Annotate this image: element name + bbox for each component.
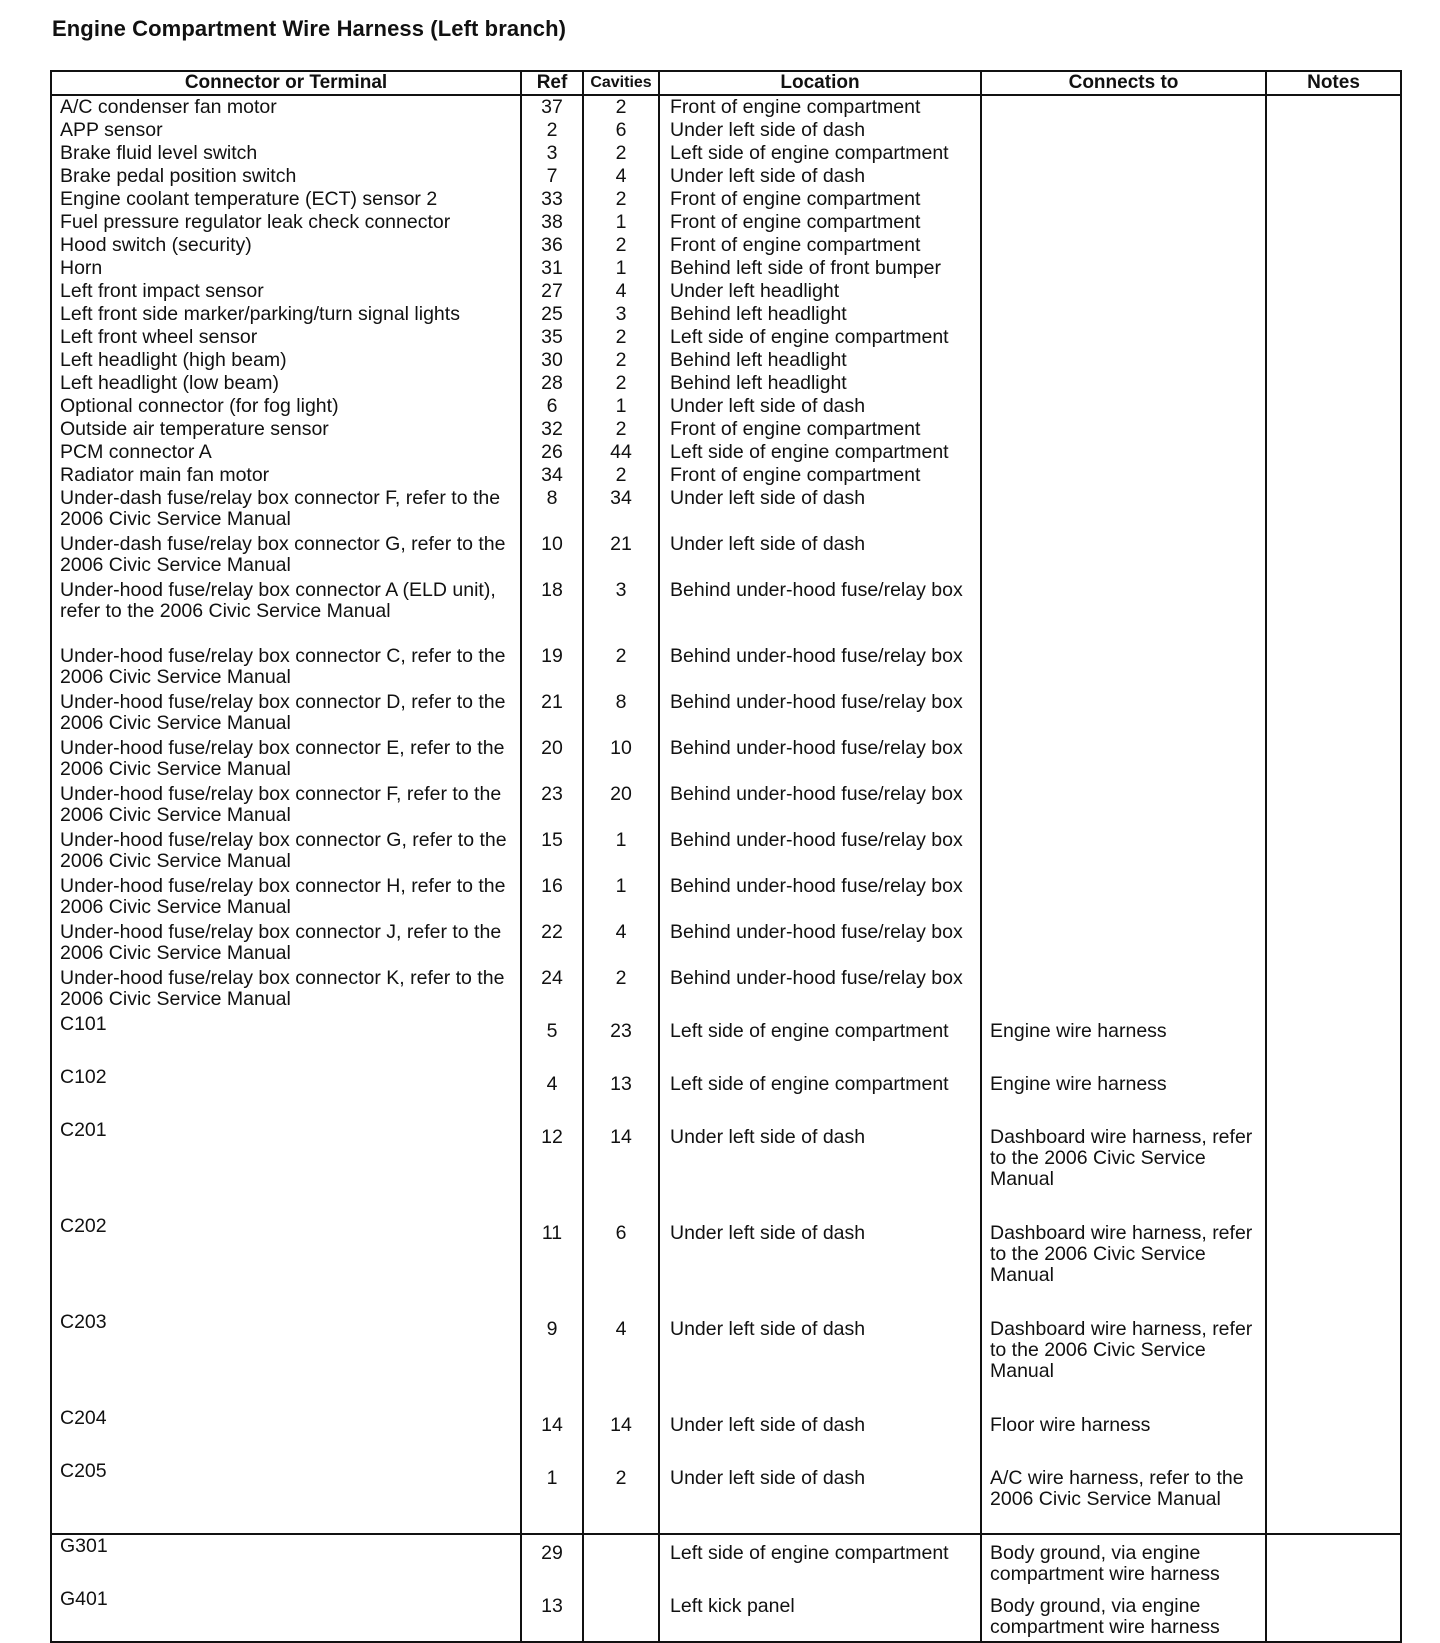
ref-value: 26 [521, 441, 583, 464]
ref-value: 32 [521, 418, 583, 441]
cavities-value: 4 [583, 165, 659, 188]
connector-name: Under-hood fuse/relay box connector G, refer to the 2006 Civic Service Manual [51, 829, 521, 875]
notes-value [1266, 119, 1401, 142]
ref-value: 5 [521, 1013, 583, 1066]
table-row [51, 1013, 1401, 1066]
connects-to-value [981, 234, 1266, 257]
location-value: Left side of engine compartment [659, 1534, 981, 1588]
ref-value: 29 [521, 1534, 583, 1588]
ref-value: 25 [521, 303, 583, 326]
ref-value: 30 [521, 349, 583, 372]
table-row [51, 783, 1401, 829]
connects-to-value: Dashboard wire harness, refer to the 2006 Civic Service Manual [981, 1215, 1266, 1311]
cavities-value: 2 [583, 967, 659, 1013]
ref-value: 1 [521, 1460, 583, 1534]
connects-to-value: Engine wire harness [981, 1013, 1266, 1066]
table-row [51, 1215, 1401, 1311]
ref-value: 18 [521, 579, 583, 645]
connects-to-value [981, 579, 1266, 645]
ref-value: 34 [521, 464, 583, 487]
ref-value: 7 [521, 165, 583, 188]
table-row [51, 1119, 1401, 1215]
notes-value [1266, 967, 1401, 1013]
notes-value [1266, 1013, 1401, 1066]
table-row [51, 1066, 1401, 1119]
ref-value: 6 [521, 395, 583, 418]
location-value: Behind under-hood fuse/relay box [659, 691, 981, 737]
connects-to-value [981, 464, 1266, 487]
table-row [51, 829, 1401, 875]
connector-name: Under-hood fuse/relay box connector K, refer to the 2006 Civic Service Manual [51, 967, 521, 1013]
location-value: Under left side of dash [659, 1407, 981, 1460]
location-value: Left side of engine compartment [659, 1013, 981, 1066]
notes-value [1266, 418, 1401, 441]
cavities-value: 1 [583, 829, 659, 875]
ref-value: 31 [521, 257, 583, 280]
notes-value [1266, 1215, 1401, 1311]
ref-value: 9 [521, 1311, 583, 1407]
notes-value [1266, 395, 1401, 418]
table-row [51, 1407, 1401, 1460]
cavities-value: 2 [583, 645, 659, 691]
notes-value [1266, 441, 1401, 464]
connector-name: Under-dash fuse/relay box connector F, refer to the 2006 Civic Service Manual [51, 487, 521, 533]
cavities-value: 44 [583, 441, 659, 464]
ref-value: 28 [521, 372, 583, 395]
harness-table [50, 70, 1402, 1643]
cavities-value: 10 [583, 737, 659, 783]
connector-name: G301 [51, 1534, 521, 1588]
connector-name: Engine coolant temperature (ECT) sensor 2 [51, 188, 521, 211]
connector-name: C204 [51, 1407, 521, 1460]
table-row [51, 921, 1401, 967]
connector-name: APP sensor [51, 119, 521, 142]
location-value: Under left side of dash [659, 1460, 981, 1534]
connector-name: Under-hood fuse/relay box connector F, refer to the 2006 Civic Service Manual [51, 783, 521, 829]
notes-value [1266, 211, 1401, 234]
table-row [51, 418, 1401, 441]
notes-value [1266, 1407, 1401, 1460]
table-row [51, 487, 1401, 533]
connects-to-value [981, 487, 1266, 533]
table-row [51, 326, 1401, 349]
connector-name: C102 [51, 1066, 521, 1119]
connector-name: A/C condenser fan motor [51, 95, 521, 119]
connects-to-value [981, 829, 1266, 875]
connects-to-value [981, 967, 1266, 1013]
notes-value [1266, 737, 1401, 783]
notes-value [1266, 533, 1401, 579]
cavities-value: 34 [583, 487, 659, 533]
cavities-value: 3 [583, 303, 659, 326]
table-row [51, 1311, 1401, 1407]
ref-value: 14 [521, 1407, 583, 1460]
connects-to-value: Dashboard wire harness, refer to the 2006 Civic Service Manual [981, 1311, 1266, 1407]
connector-name: Left front side marker/parking/turn signal lights [51, 303, 521, 326]
cavities-value: 2 [583, 188, 659, 211]
connector-name: Hood switch (security) [51, 234, 521, 257]
table-row [51, 967, 1401, 1013]
cavities-value: 2 [583, 95, 659, 119]
notes-value [1266, 280, 1401, 303]
connects-to-value [981, 165, 1266, 188]
notes-value [1266, 95, 1401, 119]
column-header-notes: Notes [1266, 71, 1401, 95]
ref-value: 13 [521, 1588, 583, 1642]
notes-value [1266, 1460, 1401, 1534]
ref-value: 3 [521, 142, 583, 165]
ref-value: 15 [521, 829, 583, 875]
connector-name: Under-hood fuse/relay box connector J, refer to the 2006 Civic Service Manual [51, 921, 521, 967]
notes-value [1266, 1534, 1401, 1588]
ref-value: 8 [521, 487, 583, 533]
ref-value: 20 [521, 737, 583, 783]
connector-name: G401 [51, 1588, 521, 1642]
cavities-value [583, 1534, 659, 1588]
notes-value [1266, 372, 1401, 395]
cavities-value: 3 [583, 579, 659, 645]
table-row [51, 211, 1401, 234]
ref-value: 22 [521, 921, 583, 967]
connector-name: Brake pedal position switch [51, 165, 521, 188]
connects-to-value: Body ground, via engine compartment wire harness [981, 1588, 1266, 1642]
notes-value [1266, 303, 1401, 326]
location-value: Behind left headlight [659, 349, 981, 372]
cavities-value: 1 [583, 257, 659, 280]
location-value: Behind left headlight [659, 303, 981, 326]
ref-value: 27 [521, 280, 583, 303]
table-row [51, 441, 1401, 464]
location-value: Behind under-hood fuse/relay box [659, 783, 981, 829]
connects-to-value: Engine wire harness [981, 1066, 1266, 1119]
table-row [51, 1460, 1401, 1534]
cavities-value: 13 [583, 1066, 659, 1119]
connects-to-value [981, 372, 1266, 395]
notes-value [1266, 234, 1401, 257]
cavities-value: 4 [583, 280, 659, 303]
connects-to-value [981, 119, 1266, 142]
connector-name: Left headlight (low beam) [51, 372, 521, 395]
connector-name: Optional connector (for fog light) [51, 395, 521, 418]
table-row [51, 119, 1401, 142]
connects-to-value [981, 142, 1266, 165]
ref-value: 10 [521, 533, 583, 579]
cavities-value: 1 [583, 395, 659, 418]
ref-value: 19 [521, 645, 583, 691]
ref-value: 16 [521, 875, 583, 921]
location-value: Behind left headlight [659, 372, 981, 395]
cavities-value: 2 [583, 234, 659, 257]
connector-name: Radiator main fan motor [51, 464, 521, 487]
cavities-value: 20 [583, 783, 659, 829]
connects-to-value [981, 303, 1266, 326]
connects-to-value [981, 418, 1266, 441]
notes-value [1266, 579, 1401, 645]
location-value: Left kick panel [659, 1588, 981, 1642]
cavities-value: 4 [583, 1311, 659, 1407]
notes-value [1266, 142, 1401, 165]
location-value: Under left side of dash [659, 395, 981, 418]
notes-value [1266, 875, 1401, 921]
table-header-row [51, 71, 1401, 95]
notes-value [1266, 783, 1401, 829]
connects-to-value [981, 257, 1266, 280]
notes-value [1266, 645, 1401, 691]
table-row [51, 395, 1401, 418]
notes-value [1266, 1119, 1401, 1215]
column-header-connector: Connector or Terminal [51, 71, 521, 95]
connector-name: Left front wheel sensor [51, 326, 521, 349]
location-value: Behind under-hood fuse/relay box [659, 921, 981, 967]
notes-value [1266, 1311, 1401, 1407]
connector-name: Under-hood fuse/relay box connector A (ELD unit), refer to the 2006 Civic Service Manual [51, 579, 521, 645]
connector-name: Horn [51, 257, 521, 280]
connector-name: C201 [51, 1119, 521, 1215]
location-value: Front of engine compartment [659, 418, 981, 441]
location-value: Behind under-hood fuse/relay box [659, 579, 981, 645]
notes-value [1266, 921, 1401, 967]
connects-to-value: Dashboard wire harness, refer to the 2006 Civic Service Manual [981, 1119, 1266, 1215]
notes-value [1266, 829, 1401, 875]
cavities-value: 23 [583, 1013, 659, 1066]
connects-to-value [981, 921, 1266, 967]
table-row [51, 1588, 1401, 1642]
table-row [51, 691, 1401, 737]
location-value: Under left side of dash [659, 1119, 981, 1215]
location-value: Left side of engine compartment [659, 441, 981, 464]
connects-to-value [981, 349, 1266, 372]
connector-name: Under-hood fuse/relay box connector H, refer to the 2006 Civic Service Manual [51, 875, 521, 921]
connector-name: PCM connector A [51, 441, 521, 464]
location-value: Left side of engine compartment [659, 326, 981, 349]
column-header-connects-to: Connects to [981, 71, 1266, 95]
cavities-value: 6 [583, 1215, 659, 1311]
ref-value: 24 [521, 967, 583, 1013]
notes-value [1266, 487, 1401, 533]
location-value: Front of engine compartment [659, 188, 981, 211]
location-value: Front of engine compartment [659, 464, 981, 487]
cavities-value: 21 [583, 533, 659, 579]
connector-name: Left headlight (high beam) [51, 349, 521, 372]
table-row [51, 95, 1401, 119]
connector-name: Under-hood fuse/relay box connector E, refer to the 2006 Civic Service Manual [51, 737, 521, 783]
column-header-location: Location [659, 71, 981, 95]
location-value: Left side of engine compartment [659, 1066, 981, 1119]
table-row [51, 1534, 1401, 1588]
cavities-value: 8 [583, 691, 659, 737]
connector-name: Fuel pressure regulator leak check connector [51, 211, 521, 234]
connects-to-value: Floor wire harness [981, 1407, 1266, 1460]
location-value: Under left side of dash [659, 165, 981, 188]
connects-to-value [981, 326, 1266, 349]
connects-to-value [981, 691, 1266, 737]
connector-name: Left front impact sensor [51, 280, 521, 303]
table-row [51, 234, 1401, 257]
notes-value [1266, 1588, 1401, 1642]
cavities-value: 2 [583, 372, 659, 395]
connector-name: Under-dash fuse/relay box connector G, refer to the 2006 Civic Service Manual [51, 533, 521, 579]
ref-value: 12 [521, 1119, 583, 1215]
location-value: Under left side of dash [659, 533, 981, 579]
cavities-value: 1 [583, 875, 659, 921]
connector-name: C203 [51, 1311, 521, 1407]
cavities-value: 2 [583, 464, 659, 487]
location-value: Behind under-hood fuse/relay box [659, 829, 981, 875]
cavities-value: 4 [583, 921, 659, 967]
connects-to-value [981, 280, 1266, 303]
location-value: Behind under-hood fuse/relay box [659, 875, 981, 921]
location-value: Front of engine compartment [659, 95, 981, 119]
table-row [51, 188, 1401, 211]
ref-value: 11 [521, 1215, 583, 1311]
location-value: Behind under-hood fuse/relay box [659, 737, 981, 783]
connects-to-value [981, 737, 1266, 783]
page-title: Engine Compartment Wire Harness (Left branch) [52, 16, 567, 41]
connects-to-value [981, 875, 1266, 921]
table-row [51, 875, 1401, 921]
cavities-value: 2 [583, 142, 659, 165]
connects-to-value [981, 783, 1266, 829]
cavities-value: 2 [583, 326, 659, 349]
ref-value: 35 [521, 326, 583, 349]
table-row [51, 280, 1401, 303]
ref-value: 36 [521, 234, 583, 257]
location-value: Under left side of dash [659, 487, 981, 533]
connects-to-value [981, 211, 1266, 234]
ref-value: 21 [521, 691, 583, 737]
connects-to-value [981, 95, 1266, 119]
location-value: Left side of engine compartment [659, 142, 981, 165]
location-value: Under left headlight [659, 280, 981, 303]
table-row [51, 165, 1401, 188]
table-row [51, 533, 1401, 579]
location-value: Front of engine compartment [659, 234, 981, 257]
ref-value: 2 [521, 119, 583, 142]
column-header-cavities: Cavities [583, 71, 659, 95]
ref-value: 33 [521, 188, 583, 211]
ref-value: 37 [521, 95, 583, 119]
connects-to-value [981, 441, 1266, 464]
connector-name: Brake fluid level switch [51, 142, 521, 165]
location-value: Front of engine compartment [659, 211, 981, 234]
column-header-ref: Ref [521, 71, 583, 95]
connects-to-value [981, 645, 1266, 691]
notes-value [1266, 326, 1401, 349]
cavities-value: 2 [583, 1460, 659, 1534]
location-value: Behind under-hood fuse/relay box [659, 967, 981, 1013]
location-value: Under left side of dash [659, 1311, 981, 1407]
table-row [51, 737, 1401, 783]
table-row [51, 372, 1401, 395]
connects-to-value [981, 188, 1266, 211]
location-value: Behind under-hood fuse/relay box [659, 645, 981, 691]
table-row [51, 257, 1401, 280]
table-row [51, 645, 1401, 691]
table-row [51, 579, 1401, 645]
notes-value [1266, 188, 1401, 211]
ref-value: 4 [521, 1066, 583, 1119]
table-row [51, 142, 1401, 165]
notes-value [1266, 1066, 1401, 1119]
connector-name: Under-hood fuse/relay box connector D, refer to the 2006 Civic Service Manual [51, 691, 521, 737]
connector-name: C205 [51, 1460, 521, 1534]
notes-value [1266, 257, 1401, 280]
notes-value [1266, 349, 1401, 372]
connects-to-value: A/C wire harness, refer to the 2006 Civic Service Manual [981, 1460, 1266, 1534]
notes-value [1266, 165, 1401, 188]
connector-name: Outside air temperature sensor [51, 418, 521, 441]
table-row [51, 464, 1401, 487]
connector-name: C101 [51, 1013, 521, 1066]
location-value: Behind left side of front bumper [659, 257, 981, 280]
table-row [51, 303, 1401, 326]
cavities-value: 2 [583, 418, 659, 441]
cavities-value: 14 [583, 1119, 659, 1215]
cavities-value: 2 [583, 349, 659, 372]
table-row [51, 349, 1401, 372]
connector-name: C202 [51, 1215, 521, 1311]
connects-to-value [981, 395, 1266, 418]
ref-value: 38 [521, 211, 583, 234]
ref-value: 23 [521, 783, 583, 829]
cavities-value: 6 [583, 119, 659, 142]
cavities-value: 1 [583, 211, 659, 234]
notes-value [1266, 691, 1401, 737]
connects-to-value [981, 533, 1266, 579]
location-value: Under left side of dash [659, 119, 981, 142]
location-value: Under left side of dash [659, 1215, 981, 1311]
notes-value [1266, 464, 1401, 487]
connects-to-value: Body ground, via engine compartment wire harness [981, 1534, 1266, 1588]
cavities-value: 14 [583, 1407, 659, 1460]
cavities-value [583, 1588, 659, 1642]
connector-name: Under-hood fuse/relay box connector C, refer to the 2006 Civic Service Manual [51, 645, 521, 691]
